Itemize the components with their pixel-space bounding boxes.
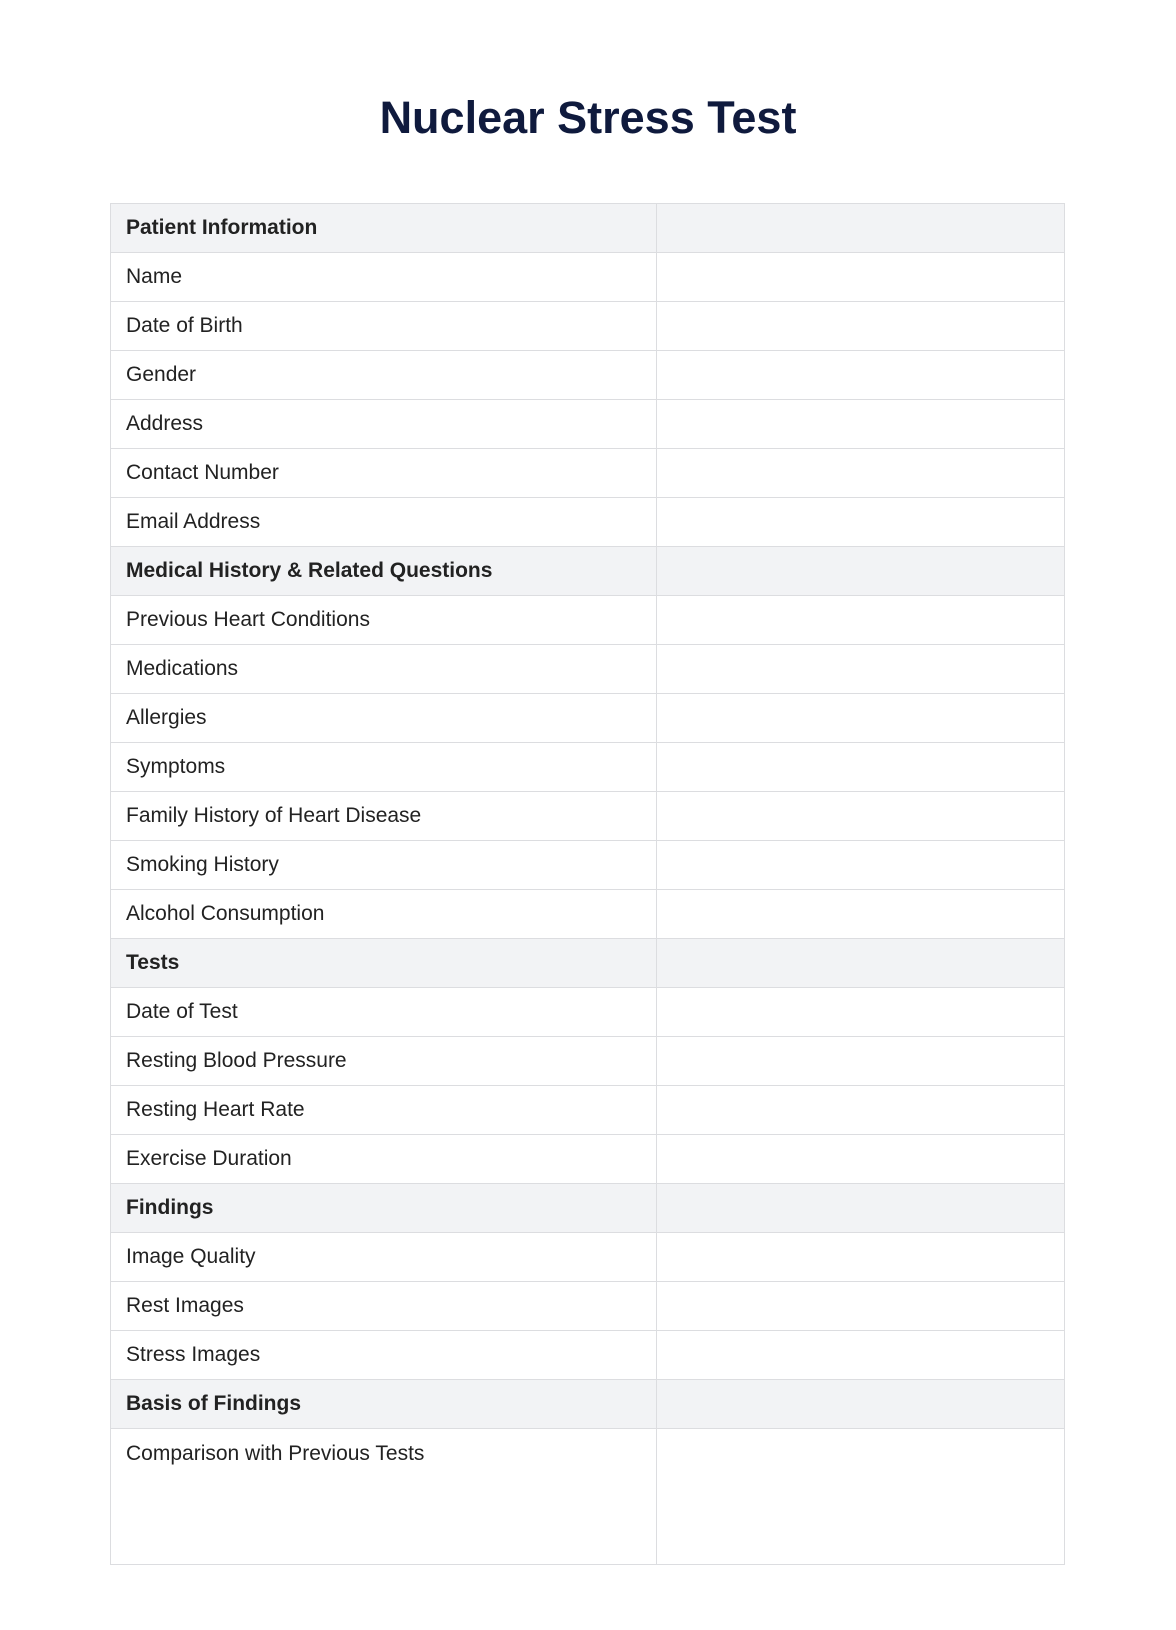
field-value-input[interactable] xyxy=(657,449,1065,498)
field-label: Family History of Heart Disease xyxy=(111,792,657,841)
field-label: Date of Birth xyxy=(111,302,657,351)
form-row xyxy=(111,400,1065,449)
form-row xyxy=(111,988,1065,1037)
field-label: Resting Blood Pressure xyxy=(111,1037,657,1086)
field-value-input[interactable] xyxy=(657,1086,1065,1135)
section-header-blank xyxy=(657,204,1065,253)
page-title: Nuclear Stress Test xyxy=(379,92,797,143)
field-value-input[interactable] xyxy=(657,498,1065,547)
form-row xyxy=(111,498,1065,547)
section-header-blank xyxy=(657,1184,1065,1233)
field-value-input[interactable] xyxy=(657,694,1065,743)
field-label: Rest Images xyxy=(111,1282,657,1331)
section-header-row xyxy=(111,939,1065,988)
field-label: Contact Number xyxy=(111,449,657,498)
field-label: Symptoms xyxy=(111,743,657,792)
section-header-row xyxy=(111,204,1065,253)
section-header-row xyxy=(111,1380,1065,1429)
field-value-input[interactable] xyxy=(657,351,1065,400)
form-row xyxy=(111,694,1065,743)
field-value-input[interactable] xyxy=(657,1282,1065,1331)
field-label: Stress Images xyxy=(111,1331,657,1380)
section-heading: Findings xyxy=(111,1184,657,1233)
field-value-input[interactable] xyxy=(657,890,1065,939)
field-value-input[interactable] xyxy=(657,1233,1065,1282)
form-row xyxy=(111,792,1065,841)
field-value-input[interactable] xyxy=(657,1135,1065,1184)
field-label: Resting Heart Rate xyxy=(111,1086,657,1135)
field-value-input[interactable] xyxy=(657,841,1065,890)
section-header-row xyxy=(111,547,1065,596)
field-value-input[interactable] xyxy=(657,400,1065,449)
field-label: Alcohol Consumption xyxy=(111,890,657,939)
field-value-input[interactable] xyxy=(657,596,1065,645)
form-row xyxy=(111,1331,1065,1380)
form-row xyxy=(111,1135,1065,1184)
form-row xyxy=(111,890,1065,939)
section-header-blank xyxy=(657,547,1065,596)
section-heading: Basis of Findings xyxy=(111,1380,657,1429)
field-value-input[interactable] xyxy=(657,1331,1065,1380)
field-label: Previous Heart Conditions xyxy=(111,596,657,645)
field-label: Address xyxy=(111,400,657,449)
field-label: Email Address xyxy=(111,498,657,547)
form-row xyxy=(111,645,1065,694)
section-header-blank xyxy=(657,1380,1065,1429)
section-header-blank xyxy=(657,939,1065,988)
field-label: Medications xyxy=(111,645,657,694)
field-value-input[interactable] xyxy=(657,1429,1065,1565)
field-value-input[interactable] xyxy=(657,1037,1065,1086)
section-heading: Patient Information xyxy=(111,204,657,253)
form-row xyxy=(111,302,1065,351)
form-row xyxy=(111,743,1065,792)
form-row xyxy=(111,1429,1065,1565)
form-row xyxy=(111,1086,1065,1135)
form-row xyxy=(111,449,1065,498)
section-heading: Medical History & Related Questions xyxy=(111,547,657,596)
section-header-row xyxy=(111,1184,1065,1233)
field-label: Exercise Duration xyxy=(111,1135,657,1184)
form-row xyxy=(111,1233,1065,1282)
field-value-input[interactable] xyxy=(657,253,1065,302)
form-table xyxy=(110,203,1065,1565)
section-heading: Tests xyxy=(111,939,657,988)
form-row xyxy=(111,841,1065,890)
field-label: Smoking History xyxy=(111,841,657,890)
field-label: Comparison with Previous Tests xyxy=(111,1429,657,1565)
form-row xyxy=(111,596,1065,645)
form-row xyxy=(111,1282,1065,1331)
field-label: Image Quality xyxy=(111,1233,657,1282)
field-value-input[interactable] xyxy=(657,988,1065,1037)
form-row xyxy=(111,1037,1065,1086)
form-row xyxy=(111,253,1065,302)
field-value-input[interactable] xyxy=(657,645,1065,694)
field-label: Date of Test xyxy=(111,988,657,1037)
field-label: Name xyxy=(111,253,657,302)
field-value-input[interactable] xyxy=(657,792,1065,841)
form-row xyxy=(111,351,1065,400)
field-label: Gender xyxy=(111,351,657,400)
field-label: Allergies xyxy=(111,694,657,743)
field-value-input[interactable] xyxy=(657,302,1065,351)
field-value-input[interactable] xyxy=(657,743,1065,792)
